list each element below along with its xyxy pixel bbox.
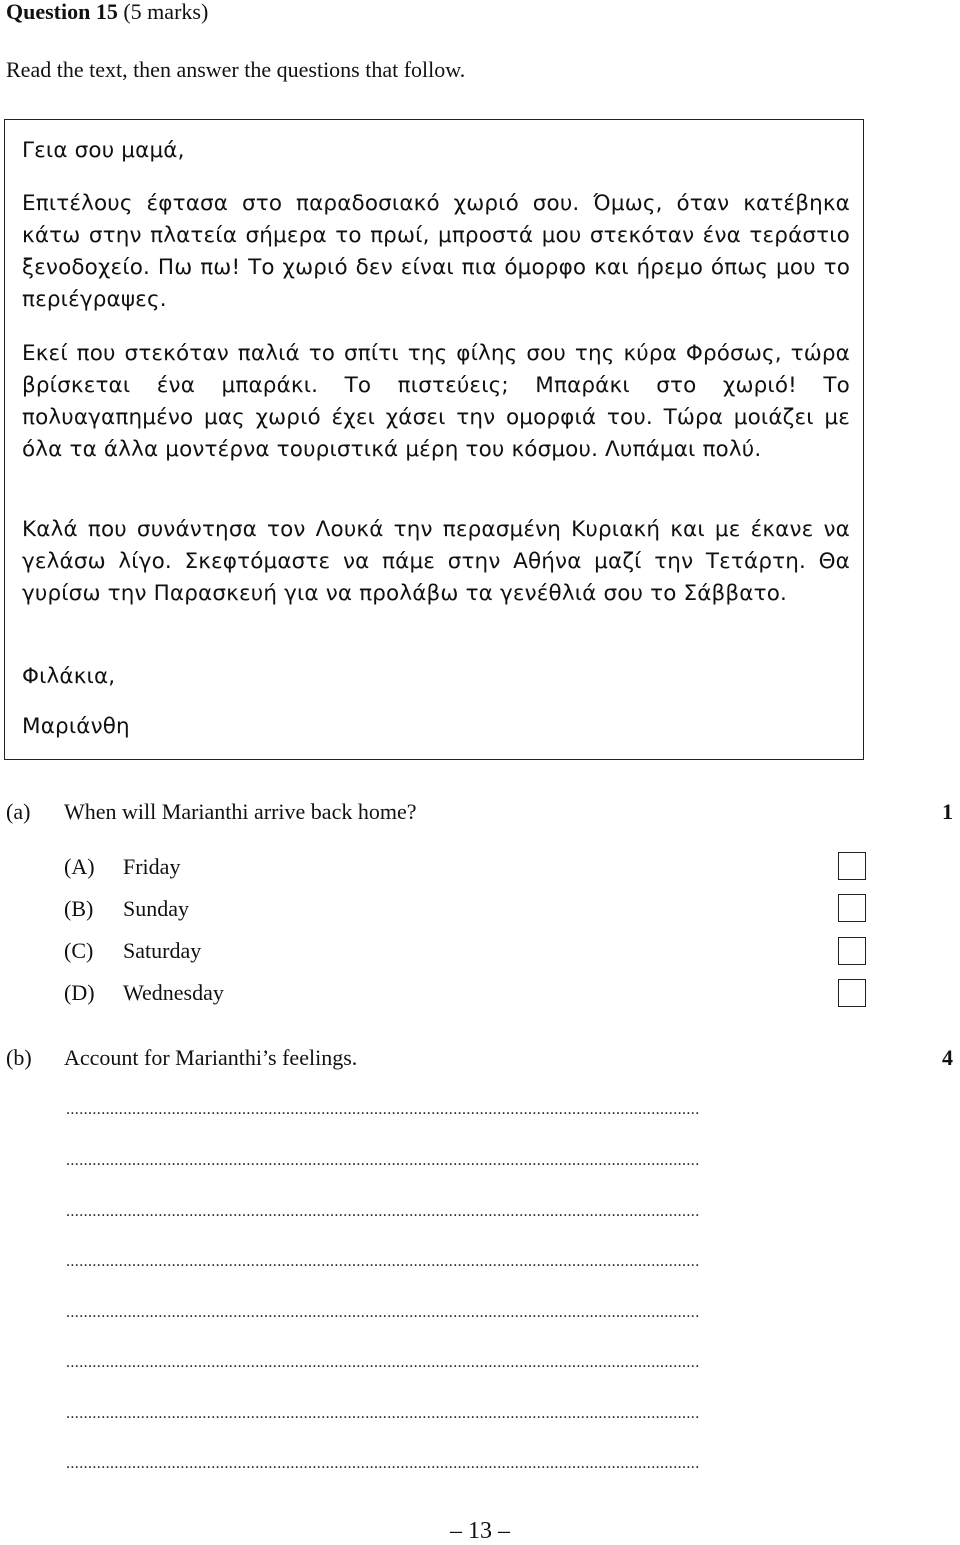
answer-line[interactable]: ................................................................................................................................................ bbox=[66, 1455, 700, 1472]
answer-line[interactable]: ................................................................................................................................................ bbox=[66, 1253, 700, 1270]
question-marks-note: (5 marks) bbox=[123, 0, 209, 24]
page-number: – 13 – bbox=[450, 1518, 510, 1544]
part-b-label: (b) bbox=[6, 1045, 32, 1070]
passage-paragraph-3: Καλά που συνάντησα τον Λουκά την περασμένη Κυριακή και με έκανε να γελάσω λίγο. Σκεφτόμαστε να πάμε στην Αθήνα μαζί την Τετάρτη. Θα γυρίσω την Παρασκευή για να προλάβω τα γενέθλιά σου το Σάββατο. bbox=[22, 517, 850, 606]
answer-line[interactable]: ................................................................................................................................................ bbox=[66, 1203, 700, 1220]
part-b-marks: 4 bbox=[942, 1045, 953, 1070]
option-d-text: Wednesday bbox=[123, 980, 224, 1005]
option-a-letter: (A) bbox=[64, 854, 95, 879]
passage-paragraph-1: Επιτέλους έφτασα στο παραδοσιακό χωριό σου. Όμως, όταν κατέβηκα κάτω στην πλατεία σήμερα το πρωί, μπροστά μου στεκόταν ένα τεράστιο ξενοδοχείο. Πω πω! Το χωριό δεν είναι πια όμορφο και ήρεμο όπως μου το περιέγραψες. bbox=[22, 191, 850, 312]
answer-line[interactable]: ................................................................................................................................................ bbox=[66, 1152, 700, 1169]
answer-line[interactable]: ................................................................................................................................................ bbox=[66, 1405, 700, 1422]
part-a-prompt: When will Marianthi arrive back home? bbox=[64, 799, 417, 824]
passage-closing: Φιλάκια, bbox=[22, 664, 116, 689]
part-b-prompt: Account for Marianthi’s feelings. bbox=[64, 1045, 358, 1070]
part-a-label: (a) bbox=[6, 799, 31, 824]
question-heading bbox=[6, 0, 208, 25]
option-a-text: Friday bbox=[123, 854, 181, 879]
passage-greeting: Γεια σου μαμά, bbox=[22, 138, 185, 163]
option-c-letter: (C) bbox=[64, 938, 94, 963]
option-b-text: Sunday bbox=[123, 896, 189, 921]
option-d-checkbox[interactable] bbox=[838, 979, 866, 1007]
answer-line[interactable]: ................................................................................................................................................ bbox=[66, 1304, 700, 1321]
answer-line[interactable]: ................................................................................................................................................ bbox=[66, 1354, 700, 1371]
passage-signature: Μαριάνθη bbox=[22, 714, 130, 739]
question-instruction: Read the text, then answer the questions that follow. bbox=[6, 57, 466, 82]
part-a-marks: 1 bbox=[942, 799, 953, 824]
option-c-text: Saturday bbox=[123, 938, 202, 963]
option-d-letter: (D) bbox=[64, 980, 95, 1005]
option-c-checkbox[interactable] bbox=[838, 937, 866, 965]
question-title: Question 15 bbox=[6, 0, 118, 24]
option-a-checkbox[interactable] bbox=[838, 852, 866, 880]
option-b-checkbox[interactable] bbox=[838, 894, 866, 922]
option-b-letter: (B) bbox=[64, 896, 94, 921]
reading-passage-box bbox=[4, 119, 864, 760]
passage-paragraph-2: Εκεί που στεκόταν παλιά το σπίτι της φίλης σου της κύρα Φρόσως, τώρα βρίσκεται ένα μπαράκι. Το πιστεύεις; Μπαράκι στο χωριό! Το πολυαγαπημένο μας χωριό έχει χάσει την ομορφιά του. Τώρα μοιάζει με όλα τα άλλα μοντέρνα τουριστικά μέρη του κόσμου. Λυπάμαι πολύ. bbox=[22, 341, 850, 462]
answer-line[interactable]: ................................................................................................................................................ bbox=[66, 1101, 700, 1118]
